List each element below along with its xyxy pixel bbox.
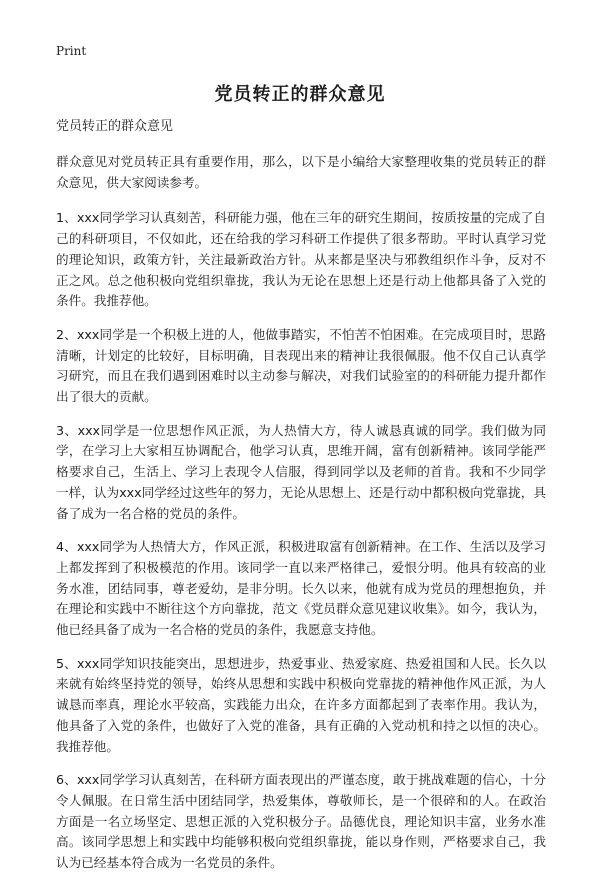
paragraph-1: 1、xxx同学学习认真刻苦，科研能力强，他在三年的研究生期间，按质按量的完成了自己的科研项目，不仅如此，还在给我的学习科研工作提供了很多帮助。平时认真学习党的理论知识，政策方针，关注最新政治方针。从来都是坚决与邪教组织作斗争，反对不正之风。总之他积极向党组织靠拢，我认为无论在思想上还是行动上他都具备了入党的条件。我推荐他。 [56, 210, 546, 309]
print-label: Print [56, 44, 87, 58]
paragraph-2: 2、xxx同学是一个积极上进的人，他做事踏实，不怕苦不怕困难。在完成项目时，思路清晰，计划定的比较好，目标明确，目表现出来的精神让我很佩服。他不仅自己认真学习研究，而且在我们遇到困难时以主动参与解决，对我们试验室的的科研能力提升都作出了很大的贡献。 [56, 326, 546, 405]
paragraph-3: 3、xxx同学是一位思想作风正派，为人热情大方，待人诚恳真诚的同学。我们做为同学，在学习上大家相互协调配合，他学习认真，思维开阔，富有创新精神。该同学能严格要求自己，生活上、学习上表现令人信服，得到同学以及老师的首肯。我和不少同学一样，认为xxx同学经过这些年的努力，无论从思想上、还是行动中都积极向党靠拢，具备了成为一名合格的党员的条件。 [56, 422, 546, 521]
paragraph-intro: 群众意见对党员转正具有重要作用，那么，以下是小编给大家整理收集的党员转正的群众意见，供大家阅读参考。 [56, 154, 546, 190]
document-body [56, 118, 546, 887]
page-title: 党员转正的群众意见 [214, 84, 386, 105]
paragraph-6: 6、xxx同学学习认真刻苦，在科研方面表现出的严谨态度，敢于挑战难题的信心，十分令人佩服。在日常生活中团结同学，热爱集体，尊敬师长，是一个很碎和的人。在政治方面是一名立场坚定、思想正派的入党积极分子。品德优良，理论知识丰富，业务水准高。该同学思想上和实践中均能够积极向党组织靠拢，能以身作则，严格要求自己，我认为已经基本符合成为一名党员的条件。 [56, 772, 546, 871]
paragraph-4: 4、xxx同学为人热情大方，作风正派，积极进取富有创新精神。在工作、生活以及学习上都发挥到了积极模范的作用。该同学一直以来严格律己，爱恨分明。他具有较高的业务水准，团结同事，尊老爱幼，是非分明。长久以来，他就有成为党员的理想抱负，并在理论和实践中不断往这个方向靠拢，范文《党员群众意见建议收集》。如今，我认为，他已经具备了成为一名合格的党员的条件，我愿意支持他。 [56, 539, 546, 638]
document-subtitle: 党员转正的群众意见 [56, 119, 174, 134]
paragraph-5: 5、xxx同学知识技能突出，思想进步，热爱事业、热爱家庭、热爱祖国和人民。长久以来就有始终坚持党的领导，始终从思想和实践中积极向党靠拢的精神他作风正派，为人诚恳而率真，理论水平较高，实践能力出众，在许多方面都起到了表率作用。我认为，他具备了入党的条件，也做好了入党的准备，具有正确的入党动机和持之以恒的决心。我推荐他。 [56, 655, 546, 754]
